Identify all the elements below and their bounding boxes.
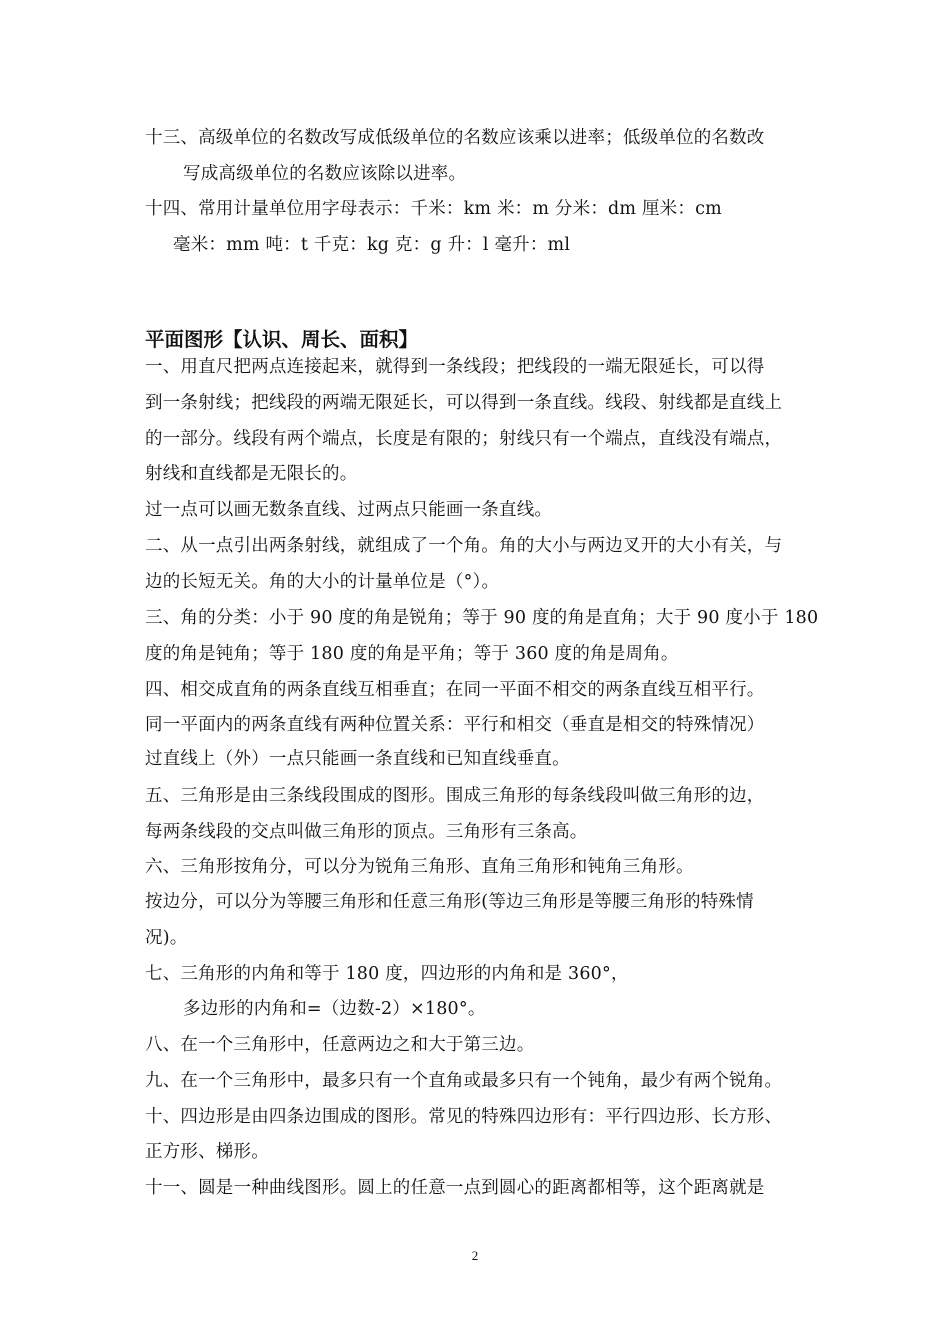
item-13-line-1: 十三、高级单位的名数改写成低级单位的名数应该乘以进率；低级单位的名数改 <box>145 128 765 148</box>
paragraph-line: 到一条射线；把线段的两端无限延长，可以得到一条直线。线段、射线都是直线上 <box>145 393 783 413</box>
paragraph-line: 过一点可以画无数条直线、过两点只能画一条直线。 <box>145 500 553 520</box>
item-14-line-1: 十四、常用计量单位用字母表示：千米：km 米：m 分米：dm 厘米：cm <box>145 199 722 219</box>
paragraph-line: 六、三角形按角分，可以分为锐角三角形、直角三角形和钝角三角形。 <box>145 857 694 877</box>
paragraph-line: 边的长短无关。角的大小的计量单位是（°）。 <box>145 572 500 592</box>
paragraph-line: 四、相交成直角的两条直线互相垂直；在同一平面不相交的两条直线互相平行。 <box>145 680 765 700</box>
paragraph-line: 按边分，可以分为等腰三角形和任意三角形(等边三角形是等腰三角形的特殊情 <box>145 892 754 912</box>
paragraph-line: 一、用直尺把两点连接起来，就得到一条线段；把线段的一端无限延长，可以得 <box>145 357 765 377</box>
paragraph-line: 十一、圆是一种曲线图形。圆上的任意一点到圆心的距离都相等，这个距离就是 <box>145 1178 765 1198</box>
item-13-line-2: 写成高级单位的名数应该除以进率。 <box>183 164 467 184</box>
paragraph-line: 过直线上（外）一点只能画一条直线和已知直线垂直。 <box>145 749 570 769</box>
paragraph-line: 正方形、梯形。 <box>145 1142 269 1162</box>
page-number: 2 <box>471 1248 479 1263</box>
paragraph-line: 八、在一个三角形中，任意两边之和大于第三边。 <box>145 1035 535 1055</box>
paragraph-line: 的一部分。线段有两个端点，长度是有限的；射线只有一个端点，直线没有端点， <box>145 429 783 449</box>
paragraph-line: 况)。 <box>145 928 188 948</box>
item-14-line-2: 毫米：mm 吨：t 千克：kg 克：g 升：l 毫升：ml <box>173 235 571 255</box>
paragraph-line: 射线和直线都是无限长的。 <box>145 464 358 484</box>
paragraph-line: 每两条线段的交点叫做三角形的顶点。三角形有三条高。 <box>145 822 588 842</box>
paragraph-line: 七、三角形的内角和等于 180 度，四边形的内角和是 360°， <box>145 964 629 984</box>
paragraph-line: 十、四边形是由四条边围成的图形。常见的特殊四边形有：平行四边形、长方形、 <box>145 1107 783 1127</box>
paragraph-line: 九、在一个三角形中，最多只有一个直角或最多只有一个钝角，最少有两个锐角。 <box>145 1071 783 1091</box>
paragraph-line: 二、从一点引出两条射线，就组成了一个角。角的大小与两边叉开的大小有关，与 <box>145 536 783 556</box>
paragraph-line: 度的角是钝角；等于 180 度的角是平角；等于 360 度的角是周角。 <box>145 644 679 664</box>
section-heading: 平面图形【认识、周长、面积】 <box>145 328 419 351</box>
paragraph-line: 多边形的内角和=（边数-2）×180°。 <box>183 999 486 1019</box>
paragraph-line: 同一平面内的两条直线有两种位置关系：平行和相交（垂直是相交的特殊情况） <box>145 715 765 735</box>
paragraph-line: 三、角的分类：小于 90 度的角是锐角；等于 90 度的角是直角；大于 90 度小于 180 <box>145 608 819 628</box>
paragraph-line: 五、三角形是由三条线段围成的图形。围成三角形的每条线段叫做三角形的边， <box>145 786 765 806</box>
